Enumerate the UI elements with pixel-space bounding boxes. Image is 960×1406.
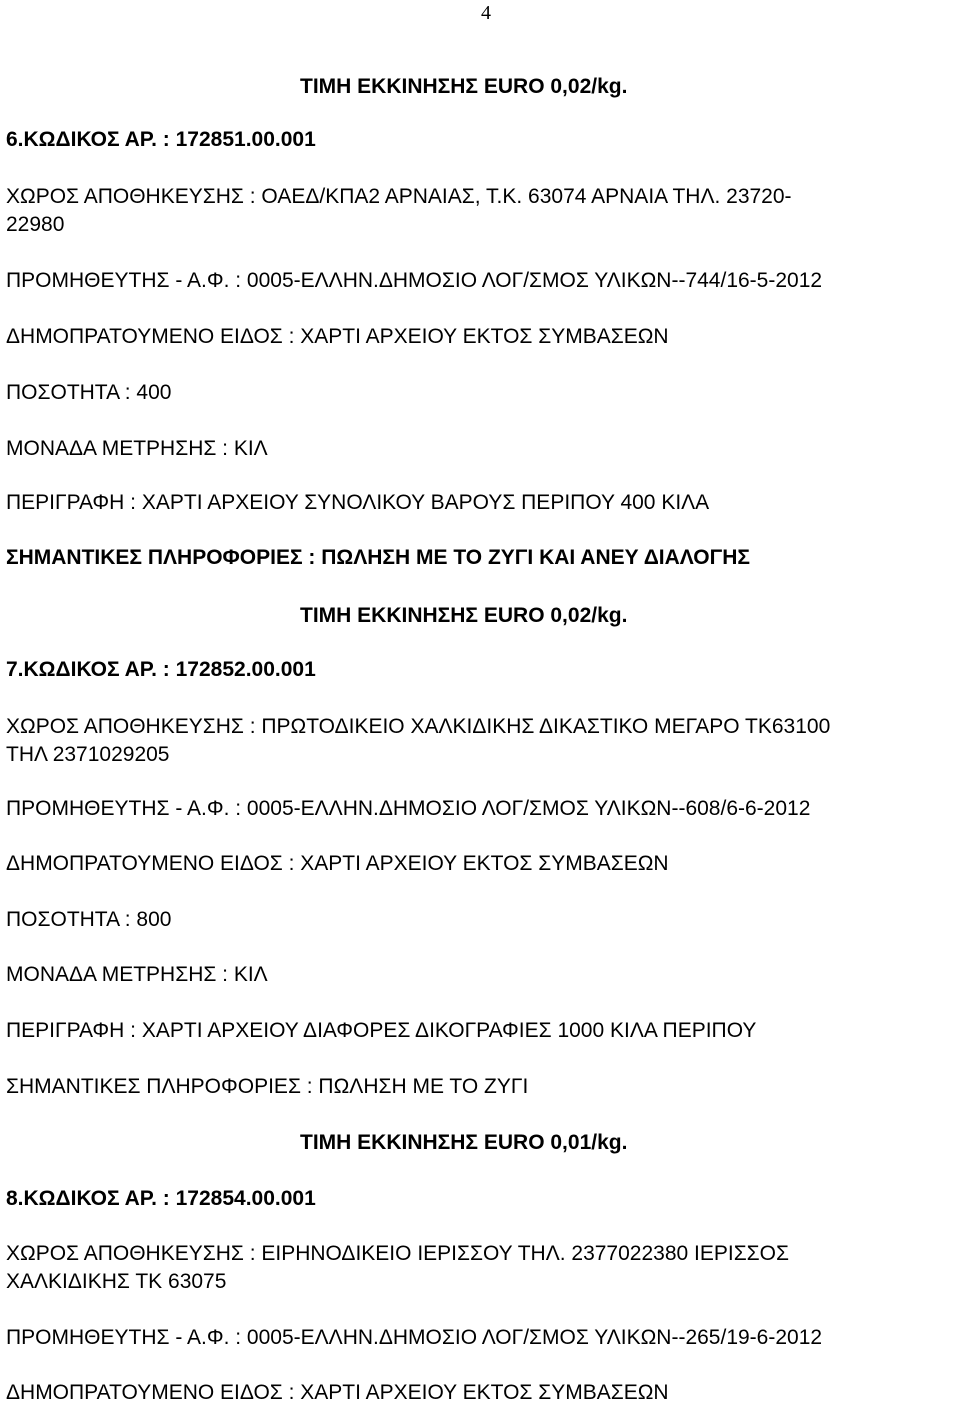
item-8-supplier: ΠΡΟΜΗΘΕΥΤΗΣ - Α.Φ. : 0005-ΕΛΛΗΝ.ΔΗΜΟΣΙΟ ΛΟΓ/ΣΜΟΣ ΥΛΙΚΩΝ--265/19-6-2012 [6,1326,823,1349]
item-6-code: 6.ΚΩΔΙΚΟΣ ΑΡ. : 172851.00.001 [6,128,316,151]
item-7-unit: ΜΟΝΑΔΑ ΜΕΤΡΗΣΗΣ : ΚΙΛ [6,963,268,986]
item-6-starting-price: ΤΙΜΗ ΕΚΚΙΝΗΣΗΣ EURO 0,02/kg. [300,75,628,98]
item-8-item-type: ΔΗΜΟΠΡΑΤΟΥΜΕΝΟ ΕΙΔΟΣ : ΧΑΡΤΙ ΑΡΧΕΙΟΥ ΕΚΤΟΣ ΣΥΜΒΑΣΕΩΝ [6,1381,669,1404]
item-6-unit: ΜΟΝΑΔΑ ΜΕΤΡΗΣΗΣ : ΚΙΛ [6,437,268,460]
item-7-important-info: ΣΗΜΑΝΤΙΚΕΣ ΠΛΗΡΟΦΟΡΙΕΣ : ΠΩΛΗΣΗ ΜΕ ΤΟ ΖΥΓΙ [6,1075,529,1098]
item-8-storage-line1: ΧΩΡΟΣ ΑΠΟΘΗΚΕΥΣΗΣ : ΕΙΡΗΝΟΔΙΚΕΙΟ ΙΕΡΙΣΣΟΥ ΤΗΛ. 2377022380 ΙΕΡΙΣΣΟΣ [6,1242,789,1265]
item-7-code: 7.ΚΩΔΙΚΟΣ ΑΡ. : 172852.00.001 [6,658,316,681]
item-6-important-info: ΣΗΜΑΝΤΙΚΕΣ ΠΛΗΡΟΦΟΡΙΕΣ : ΠΩΛΗΣΗ ΜΕ ΤΟ ΖΥΓΙ ΚΑΙ ΑΝΕΥ ΔΙΑΛΟΓΗΣ [6,546,750,569]
item-8-code: 8.ΚΩΔΙΚΟΣ ΑΡ. : 172854.00.001 [6,1187,316,1210]
item-7-supplier: ΠΡΟΜΗΘΕΥΤΗΣ - Α.Φ. : 0005-ΕΛΛΗΝ.ΔΗΜΟΣΙΟ ΛΟΓ/ΣΜΟΣ ΥΛΙΚΩΝ--608/6-6-2012 [6,797,811,820]
item-8-storage-line2: ΧΑΛΚΙΔΙΚΗΣ ΤΚ 63075 [6,1270,227,1293]
item-7-quantity: ΠΟΣΟΤΗΤΑ : 800 [6,908,172,931]
item-7-description: ΠΕΡΙΓΡΑΦΗ : ΧΑΡΤΙ ΑΡΧΕΙΟΥ ΔΙΑΦΟΡΕΣ ΔΙΚΟΓΡΑΦΙΕΣ 1000 ΚΙΛΑ ΠΕΡΙΠΟΥ [6,1019,757,1042]
item-7-item-type: ΔΗΜΟΠΡΑΤΟΥΜΕΝΟ ΕΙΔΟΣ : ΧΑΡΤΙ ΑΡΧΕΙΟΥ ΕΚΤΟΣ ΣΥΜΒΑΣΕΩΝ [6,852,669,875]
item-8-starting-price: ΤΙΜΗ ΕΚΚΙΝΗΣΗΣ EURO 0,01/kg. [300,1131,628,1154]
item-6-description: ΠΕΡΙΓΡΑΦΗ : ΧΑΡΤΙ ΑΡΧΕΙΟΥ ΣΥΝΟΛΙΚΟΥ ΒΑΡΟΥΣ ΠΕΡΙΠΟΥ 400 ΚΙΛΑ [6,491,710,514]
item-6-item-type: ΔΗΜΟΠΡΑΤΟΥΜΕΝΟ ΕΙΔΟΣ : ΧΑΡΤΙ ΑΡΧΕΙΟΥ ΕΚΤΟΣ ΣΥΜΒΑΣΕΩΝ [6,325,669,348]
page-number: 4 [481,2,491,24]
item-6-quantity: ΠΟΣΟΤΗΤΑ : 400 [6,381,172,404]
item-7-storage-line2: ΤΗΛ 2371029205 [6,743,170,766]
item-7-storage-line1: ΧΩΡΟΣ ΑΠΟΘΗΚΕΥΣΗΣ : ΠΡΩΤΟΔΙΚΕΙΟ ΧΑΛΚΙΔΙΚΗΣ ΔΙΚΑΣΤΙΚΟ ΜΕΓΑΡΟ ΤΚ63100 [6,715,831,738]
item-6-storage-line2: 22980 [6,213,65,236]
item-6-storage-line1: ΧΩΡΟΣ ΑΠΟΘΗΚΕΥΣΗΣ : ΟΑΕΔ/ΚΠΑ2 ΑΡΝΑΙΑΣ, Τ.Κ. 63074 ΑΡΝΑΙΑ ΤΗΛ. 23720- [6,185,792,208]
item-6-supplier: ΠΡΟΜΗΘΕΥΤΗΣ - Α.Φ. : 0005-ΕΛΛΗΝ.ΔΗΜΟΣΙΟ ΛΟΓ/ΣΜΟΣ ΥΛΙΚΩΝ--744/16-5-2012 [6,269,823,292]
item-7-starting-price: ΤΙΜΗ ΕΚΚΙΝΗΣΗΣ EURO 0,02/kg. [300,604,628,627]
